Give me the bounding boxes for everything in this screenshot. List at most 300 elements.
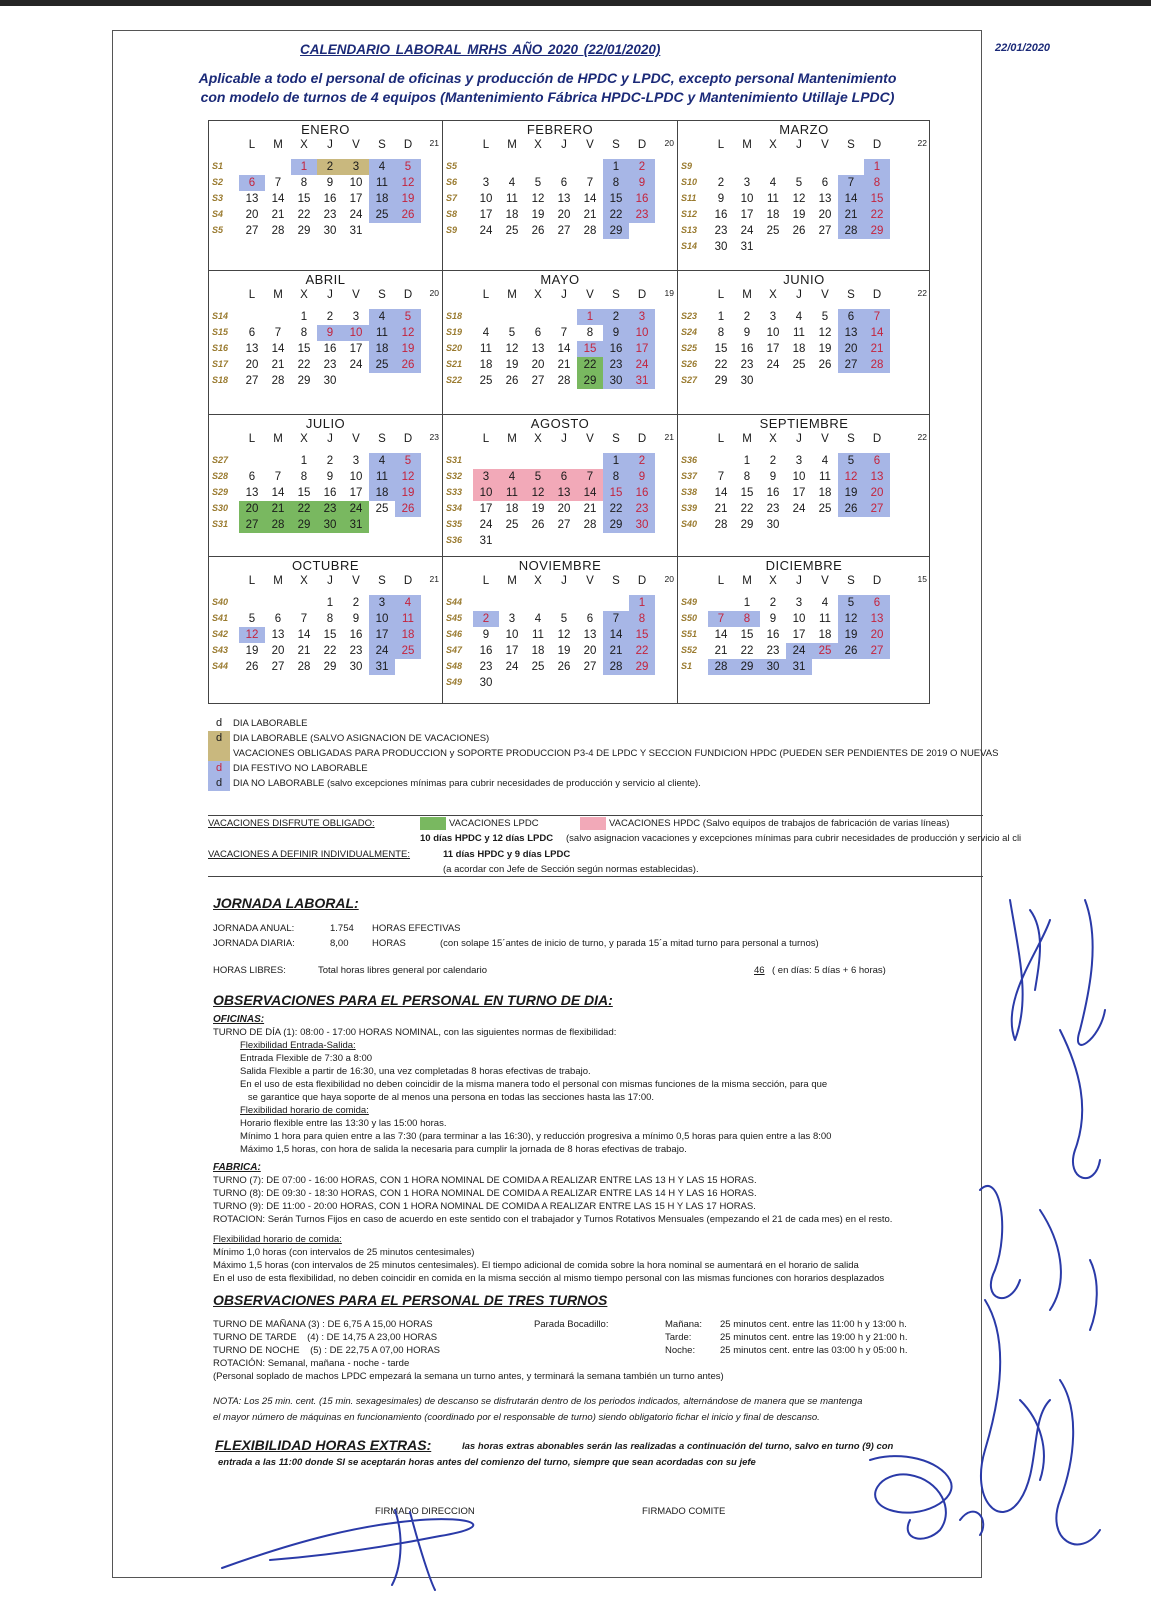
- calendar-day: 29: [323, 661, 337, 673]
- calendar-day: 10: [792, 613, 806, 625]
- calendar-day: 16: [349, 629, 363, 641]
- weekday-header: L: [248, 289, 256, 301]
- calendar-day: 13: [864, 469, 890, 485]
- calendar-day: 9: [482, 629, 490, 641]
- calendar-day: 13: [245, 343, 259, 355]
- calendar-day: 21: [603, 643, 629, 659]
- vac-hpdc: [580, 817, 949, 830]
- week-number: S43: [212, 645, 229, 655]
- calendar-day: 1: [743, 455, 751, 467]
- calendar-day: 10: [792, 471, 806, 483]
- fabrica-line: TURNO (8): DE 09:30 - 18:30 HORAS, CON 1 HORA NOMINAL DE COMIDA A REALIZAR ENTRE LAS 14 H Y LAS 16 HORAS.: [213, 1188, 757, 1199]
- calendar-day: 11: [819, 471, 831, 483]
- calendar-day: 20: [245, 209, 259, 221]
- month-febrero: [443, 121, 678, 271]
- calendar-day: 4: [534, 613, 542, 625]
- weekday-header: V: [352, 139, 360, 151]
- calendar-day: 10: [349, 471, 363, 483]
- calendar-day: 18: [505, 209, 519, 221]
- calendar-day: 11: [369, 325, 395, 341]
- calendar-day: 12: [395, 325, 421, 341]
- calendar-day: 10: [369, 611, 395, 627]
- calendar-day: 29: [603, 517, 629, 533]
- weekday-header: S: [612, 139, 620, 151]
- calendar-day: 5: [395, 453, 421, 469]
- weekday-header: M: [742, 139, 752, 151]
- weekday-header: D: [637, 433, 647, 445]
- calendar-day: 6: [248, 471, 256, 483]
- calendar-day: 6: [534, 327, 542, 339]
- week-number: S47: [446, 645, 463, 655]
- calendar-day: 6: [864, 453, 890, 469]
- calendar-day: 5: [508, 327, 516, 339]
- weekday-header: X: [769, 289, 777, 301]
- calendar-day: 13: [583, 629, 597, 641]
- calendar-day: 2: [717, 177, 725, 189]
- calendar-day: 1: [577, 309, 603, 325]
- calendar-day: 4: [508, 177, 516, 189]
- weekday-header: D: [872, 433, 882, 445]
- calendar-day: 15: [297, 487, 311, 499]
- vacaciones-box: [208, 815, 1022, 877]
- calendar-day: 5: [560, 613, 568, 625]
- calendar-day: 8: [743, 471, 751, 483]
- calendar-day: 11: [480, 343, 492, 355]
- calendar-day: 19: [838, 485, 864, 501]
- calendar-day: 25: [792, 359, 806, 371]
- weekday-header: V: [352, 433, 360, 445]
- calendar-day: 25: [505, 225, 519, 237]
- calendar-day: 14: [577, 485, 603, 501]
- calendar-day: 20: [239, 501, 265, 517]
- week-number: S49: [446, 677, 463, 687]
- legend-swatch: d: [215, 717, 223, 729]
- calendar-day: 23: [629, 207, 655, 223]
- calendar-day: 17: [792, 487, 806, 499]
- weekday-header: S: [612, 575, 620, 587]
- calendar-day: 16: [766, 629, 780, 641]
- calendar-day: 20: [864, 627, 890, 643]
- calendar-day: 1: [743, 597, 751, 609]
- working-day-count: 15: [917, 574, 927, 584]
- page-title: CALENDARIO LABORAL MRHS AÑO 2020 (22/01/2020): [300, 42, 661, 57]
- dia-line: Mínimo 1 hora para quien entre a las 7:30 (para terminar a las 16:30), y reducción progresiva a mínimo 0,5 horas para quien entre a las 8:00: [240, 1131, 832, 1142]
- lpdc-swatch: [420, 817, 446, 830]
- calendar-day: 31: [349, 225, 363, 237]
- calendar-day: 16: [603, 341, 629, 357]
- calendar-day: 22: [740, 503, 754, 515]
- calendar-day: 27: [271, 661, 285, 673]
- weekday-header: M: [742, 289, 752, 301]
- calendar-day: 27: [864, 643, 890, 659]
- working-day-count: 23: [429, 432, 439, 442]
- weekday-header: J: [796, 139, 802, 151]
- calendar-day: 12: [818, 327, 832, 339]
- calendar-day: 25: [479, 375, 493, 387]
- calendar-day: 12: [395, 175, 421, 191]
- weekday-header: X: [300, 139, 308, 151]
- calendar-day: 7: [274, 177, 282, 189]
- calendar-day: 20: [271, 645, 285, 657]
- calendar-day: 25: [369, 207, 395, 223]
- jornada-diaria-value: 8,00: [330, 938, 349, 949]
- calendar-day: 18: [505, 503, 519, 515]
- calendar-day: 4: [821, 597, 829, 609]
- calendar-day: 7: [274, 327, 282, 339]
- calendar-day: 7: [300, 613, 308, 625]
- calendar-day: 21: [583, 503, 597, 515]
- calendar-day: 5: [525, 469, 551, 485]
- weekday-header: V: [821, 433, 829, 445]
- calendar-day: 1: [603, 159, 629, 175]
- calendar-day: 30: [740, 375, 754, 387]
- calendar-day: 28: [271, 225, 285, 237]
- weekday-header: J: [796, 575, 802, 587]
- calendar-day: 6: [838, 309, 864, 325]
- week-number: S11: [681, 193, 697, 203]
- month-name: NOVIEMBRE: [518, 558, 602, 573]
- calendar-day: 30: [317, 517, 343, 533]
- month-marzo: [678, 121, 930, 271]
- vac-oblig-days: 10 días HPDC y 12 días LPDC: [420, 833, 554, 844]
- week-number: S9: [681, 161, 693, 171]
- calendar-day: 22: [577, 357, 603, 373]
- week-number: S41: [212, 613, 229, 623]
- calendar-day: 4: [795, 311, 803, 323]
- calendar-day: 11: [532, 629, 544, 641]
- calendar-day: 18: [369, 341, 395, 357]
- legend-swatch: d: [208, 731, 230, 746]
- calendar-day: 18: [369, 485, 395, 501]
- calendar-day: 30: [603, 373, 629, 389]
- calendar-day: 29: [291, 517, 317, 533]
- calendar-day: 10: [349, 177, 363, 189]
- calendar-day: 31: [479, 535, 493, 547]
- calendar-day: 17: [629, 341, 655, 357]
- weekday-header: L: [717, 433, 725, 445]
- calendar-day: 28: [708, 659, 734, 675]
- week-number: S42: [212, 629, 229, 639]
- calendar-day: 27: [239, 517, 265, 533]
- calendar-day: 27: [557, 519, 571, 531]
- calendar-day: 10: [505, 629, 519, 641]
- month-name: FEBRERO: [526, 122, 594, 137]
- calendar-day: 16: [323, 487, 337, 499]
- weekday-header: J: [796, 289, 802, 301]
- jornada-anual-label: JORNADA ANUAL:: [213, 923, 295, 934]
- calendar-day: 29: [577, 373, 603, 389]
- week-number: S40: [681, 519, 698, 529]
- calendar-day: 7: [560, 327, 568, 339]
- calendar-day: 22: [297, 359, 311, 371]
- calendar-day: 16: [740, 343, 754, 355]
- calendar-day: 28: [864, 357, 890, 373]
- legend-text: VACACIONES OBLIGADAS PARA PRODUCCION y SOPORTE PRODUCCION P3-4 DE LPDC Y SECCION FUNDICION HPDC (PUEDEN SER PENDIENTES DE 2019 O NUEVAS: [233, 748, 999, 759]
- calendar-day: 24: [349, 359, 363, 371]
- calendar-day: 25: [531, 661, 545, 673]
- fabrica-line: En el uso de esta flexibilidad, no deben coincidir en comida en la misma sección al mismo tiempo personal con las mismas funciones con horarios desplazados: [213, 1273, 885, 1284]
- calendar-day: 23: [317, 501, 343, 517]
- calendar-day: 5: [248, 613, 256, 625]
- jornada-title: JORNADA LABORAL:: [213, 895, 359, 911]
- calendar-day: 11: [395, 611, 421, 627]
- calendar-day: 14: [603, 627, 629, 643]
- calendar-day: 7: [577, 469, 603, 485]
- vac-indiv-label: VACACIONES A DEFINIR INDIVIDUALMENTE:: [208, 849, 411, 860]
- turno-line: TURNO DE NOCHE (5) : DE 22,75 A 07,00 HORAS: [213, 1345, 441, 1356]
- fabrica-line: TURNO (9): DE 11:00 - 20:00 HORAS, CON 1 HORA NOMINAL DE COMIDA A REALIZAR ENTRE LAS 15 H Y LAS 17 HORAS.: [213, 1201, 756, 1212]
- calendar-day: 24: [479, 225, 493, 237]
- calendar-day: 13: [245, 193, 259, 205]
- calendar-day: 10: [629, 325, 655, 341]
- calendar-day: 16: [323, 193, 337, 205]
- weekday-header: L: [482, 433, 490, 445]
- calendar-day: 9: [769, 613, 777, 625]
- parada-horario: 25 minutos cent. entre las 03:00 h y 05:00 h.: [720, 1345, 908, 1356]
- month-name: AGOSTO: [530, 416, 590, 431]
- calendar-day: 15: [714, 343, 728, 355]
- calendar-day: 24: [792, 503, 806, 515]
- calendar-day: 5: [838, 453, 864, 469]
- calendar-day: 28: [557, 375, 571, 387]
- weekday-header: S: [847, 575, 855, 587]
- calendar-day: 20: [818, 209, 832, 221]
- calendar-day: 14: [297, 629, 311, 641]
- weekday-header: D: [637, 289, 647, 301]
- calendar-day: 13: [271, 629, 285, 641]
- calendar-day: 22: [603, 207, 629, 223]
- calendar-day: 12: [239, 627, 265, 643]
- week-number: S1: [212, 161, 224, 171]
- calendar-day: 11: [793, 327, 805, 339]
- calendar-day: 22: [323, 645, 337, 657]
- calendar-day: 18: [531, 645, 545, 657]
- month-name: JULIO: [305, 416, 346, 431]
- calendar-day: 19: [557, 645, 571, 657]
- legend-text: DIA NO LABORABLE (salvo excepciones mínimas para cubrir necesidades de producción y servicio al cliente).: [233, 778, 701, 789]
- calendar-day: 19: [395, 191, 421, 207]
- calendar-day: 26: [531, 225, 545, 237]
- calendar-day: 21: [271, 209, 285, 221]
- calendar-day: 20: [245, 359, 259, 371]
- oficinas-heading: OFICINAS:: [213, 1014, 265, 1025]
- weekday-header: M: [273, 139, 283, 151]
- week-number: S18: [212, 375, 229, 385]
- calendar-day: 26: [395, 357, 421, 373]
- week-number: S51: [681, 629, 698, 639]
- week-number: S52: [681, 645, 698, 655]
- calendar-day: 4: [369, 309, 395, 325]
- calendar-day: 3: [352, 455, 360, 467]
- month-name: DICIEMBRE: [765, 558, 843, 573]
- calendar-day: 5: [821, 311, 829, 323]
- working-day-count: 20: [664, 574, 674, 584]
- calendar-day: 31: [786, 659, 812, 675]
- calendar-day: 21: [265, 501, 291, 517]
- calendar-day: 10: [479, 193, 493, 205]
- calendar-day: 6: [821, 177, 829, 189]
- calendar-day: 23: [766, 503, 780, 515]
- calendar-day: 2: [629, 159, 655, 175]
- week-number: S32: [446, 471, 463, 481]
- calendar-day: 23: [740, 359, 754, 371]
- calendar-day: 7: [838, 175, 864, 191]
- calendar-day: 22: [740, 645, 754, 657]
- calendar-day: 6: [864, 595, 890, 611]
- calendar-day: 1: [717, 311, 725, 323]
- calendar-day: 17: [369, 627, 395, 643]
- legend-text: DIA LABORABLE (SALVO ASIGNACION DE VACACIONES): [233, 733, 490, 744]
- weekday-header: X: [534, 289, 542, 301]
- calendar-day: 31: [369, 659, 395, 675]
- weekday-header: V: [821, 139, 829, 151]
- calendar-day: 19: [531, 503, 545, 515]
- turno-dia: TURNO DE DÍA (1): 08:00 - 17:00 HORAS NOMINAL, con las siguientes normas de flexibilidad:: [213, 1027, 617, 1038]
- week-number: S5: [446, 161, 458, 171]
- weekday-header: S: [612, 289, 620, 301]
- legend-swatch: [208, 746, 230, 761]
- signature-right-3: [980, 1186, 1061, 1310]
- week-number: S26: [681, 359, 698, 369]
- calendar-day: 7: [864, 309, 890, 325]
- week-number: S38: [681, 487, 698, 497]
- calendar-day: 20: [557, 503, 571, 515]
- weekday-header: S: [378, 289, 386, 301]
- week-number: S24: [681, 327, 698, 337]
- week-number: S33: [446, 487, 463, 497]
- week-number: S21: [446, 359, 463, 369]
- flex-entrada-salida: Flexibilidad Entrada-Salida:: [240, 1040, 356, 1051]
- calendar-day: 12: [531, 193, 545, 205]
- weekday-header: L: [717, 289, 725, 301]
- calendar-day: 23: [479, 661, 493, 673]
- week-number: S20: [446, 343, 463, 353]
- calendar-day: 18: [792, 343, 806, 355]
- calendar-day: 5: [838, 595, 864, 611]
- vac-hpdc-label: VACACIONES HPDC (Salvo equipos de trabajos de fabricación de varias líneas): [609, 818, 950, 830]
- calendar-day: 29: [740, 519, 754, 531]
- flex-comida: Flexibilidad horario de comida:: [240, 1105, 369, 1116]
- weekday-header: X: [769, 575, 777, 587]
- week-number: S29: [212, 487, 229, 497]
- week-number: S1: [681, 661, 693, 671]
- week-number: S15: [212, 327, 229, 337]
- calendar-day: 29: [297, 225, 311, 237]
- calendar-day: 31: [740, 241, 754, 253]
- calendar-day: 26: [838, 501, 864, 517]
- working-day-count: 21: [429, 138, 439, 148]
- fabrica-line: Máximo 1,5 horas (con intervalos de 25 minutos centesimales). El tiempo adicional de comida sobre la hora nominal se aumentará en el horario de salida: [213, 1260, 859, 1271]
- tres-turnos-title: OBSERVACIONES PARA EL PERSONAL DE TRES TURNOS: [213, 1292, 608, 1308]
- calendar-day: 15: [297, 343, 311, 355]
- calendar-day: 8: [864, 175, 890, 191]
- firmado-direccion: FIRMADO DIRECCION: [375, 1506, 475, 1517]
- parada-horario: 25 minutos cent. entre las 19:00 h y 21:00 h.: [720, 1332, 908, 1343]
- calendar-day: 15: [603, 191, 629, 207]
- calendar-day: 23: [323, 209, 337, 221]
- calendar-day: 24: [479, 519, 493, 531]
- weekday-header: M: [273, 433, 283, 445]
- week-number: S18: [446, 311, 463, 321]
- dia-line: En el uso de esta flexibilidad no deben coincidir de la misma manera todo el personal con mismas funciones de la misma sección, para que: [240, 1079, 828, 1090]
- calendar-day: 4: [821, 455, 829, 467]
- calendar-day: 24: [786, 643, 812, 659]
- calendar-day: 26: [818, 359, 832, 371]
- calendar-day: 28: [603, 659, 629, 675]
- calendar-day: 23: [629, 501, 655, 517]
- month-junio: [678, 271, 930, 415]
- month-abril: [209, 271, 443, 415]
- week-number: S5: [212, 225, 224, 235]
- calendar-day: 25: [369, 357, 395, 373]
- weekday-header: M: [507, 289, 517, 301]
- calendar-day: 4: [395, 595, 421, 611]
- vac-indiv-days: 11 días HPDC y 9 días LPDC: [443, 849, 571, 860]
- calendar-day: 15: [297, 193, 311, 205]
- weekday-header: S: [612, 433, 620, 445]
- calendar-day: 8: [734, 611, 760, 627]
- calendar-day: 12: [525, 485, 551, 501]
- week-number: S31: [212, 519, 229, 529]
- calendar-day: 9: [743, 327, 751, 339]
- calendar-day: 26: [557, 661, 571, 673]
- weekday-header: X: [534, 433, 542, 445]
- calendar-day: 11: [819, 613, 831, 625]
- month-enero: [209, 121, 443, 271]
- calendar-day: 16: [323, 343, 337, 355]
- working-day-count: 22: [917, 288, 927, 298]
- calendar-day: 2: [769, 455, 777, 467]
- calendar-day: 29: [714, 375, 728, 387]
- weekday-header: L: [482, 139, 490, 151]
- calendar-day: 12: [557, 629, 571, 641]
- calendar-day: 15: [603, 485, 629, 501]
- vac-oblig-note: (salvo asignacion vacaciones y excepciones mínimas para cubrir necesidades de producción y servicio al cli: [566, 833, 1022, 844]
- working-day-count: 22: [917, 432, 927, 442]
- calendar-day: 26: [245, 661, 259, 673]
- weekday-header: V: [586, 575, 594, 587]
- week-number: S44: [212, 661, 229, 671]
- calendar-day: 4: [369, 159, 395, 175]
- calendar-day: 29: [734, 659, 760, 675]
- horas-libres-value: 46: [754, 965, 765, 976]
- dia-line: se garantice que haya soporte de al menos una persona en todas las secciones hasta las 17:00.: [240, 1092, 655, 1103]
- calendar-day: 3: [508, 613, 516, 625]
- calendar-day: 16: [479, 645, 493, 657]
- working-day-count: 22: [917, 138, 927, 148]
- turno-line: TURNO DE TARDE (4) : DE 14,75 A 23,00 HORAS: [213, 1332, 438, 1343]
- month-name: JUNIO: [783, 272, 825, 287]
- calendar-day: 12: [838, 469, 864, 485]
- calendar-day: 23: [714, 225, 728, 237]
- week-number: S12: [681, 209, 698, 219]
- calendar-day: 12: [505, 343, 519, 355]
- weekday-header: L: [482, 575, 490, 587]
- week-number: S30: [212, 503, 229, 513]
- calendar-day: 21: [838, 207, 864, 223]
- weekday-header: J: [327, 575, 333, 587]
- week-number: S17: [212, 359, 229, 369]
- calendar-day: 16: [629, 191, 655, 207]
- calendar-day: 2: [473, 611, 499, 627]
- jornada-diaria-label: JORNADA DIARIA:: [213, 938, 295, 949]
- weekday-header: V: [586, 289, 594, 301]
- calendar-day: 28: [583, 225, 597, 237]
- calendar-day: 9: [326, 471, 334, 483]
- calendar-day: 30: [479, 677, 493, 689]
- calendar-day: 1: [326, 597, 334, 609]
- month-name: ENERO: [301, 122, 350, 137]
